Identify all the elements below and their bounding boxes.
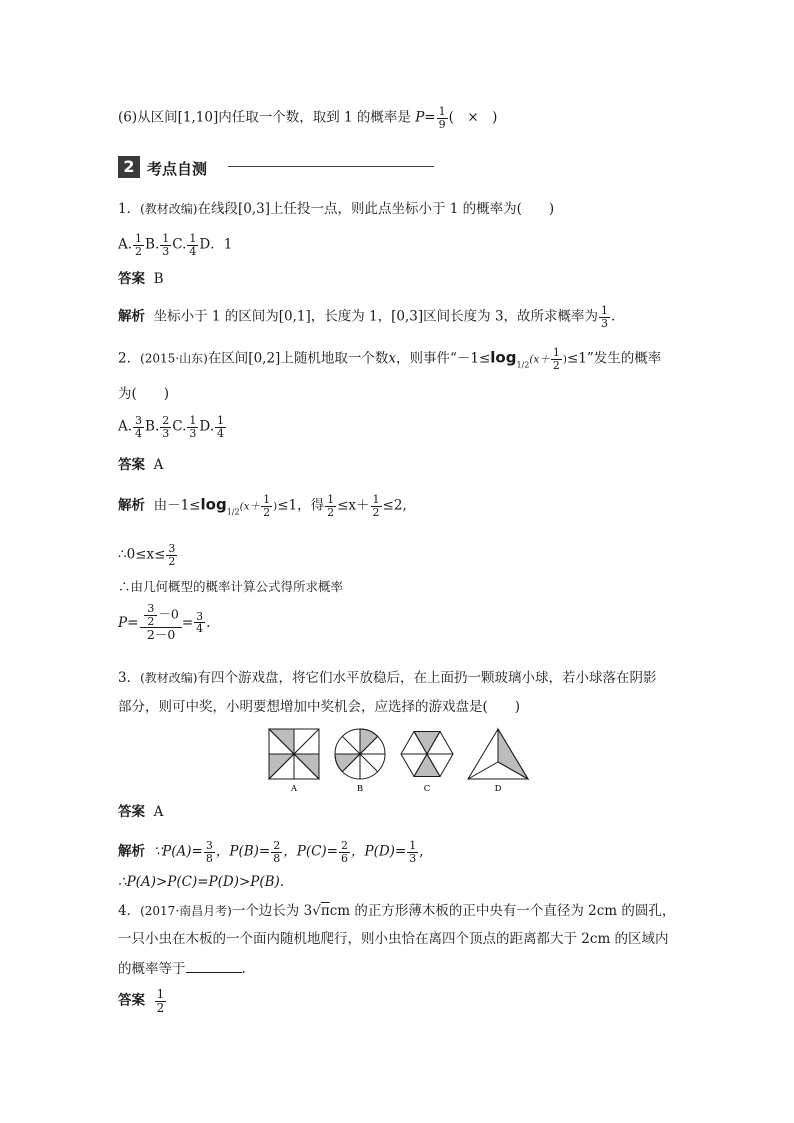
q1-stem (118, 203, 554, 217)
q4-answer-num: 1 (156, 987, 165, 1001)
q2-analysis-log-frac (261, 494, 272, 518)
q4-stem (118, 905, 675, 919)
q2-option-d-den: 4 (217, 426, 225, 440)
q2-option-a-num: 3 (135, 414, 143, 427)
q1-answer (118, 273, 164, 287)
q1-option-b-den: 3 (162, 244, 170, 258)
q4-stem-line3 (118, 960, 246, 977)
q2-therefore-text: ∴0≤x≤ (118, 546, 166, 563)
q1-option-c-num: 1 (189, 232, 197, 245)
q2-formula-top-num: 3 (144, 603, 157, 616)
q3-pc-num: 2 (341, 839, 348, 852)
q1-analysis-num: 1 (601, 304, 609, 317)
q2-option-b-letter: B. (145, 418, 160, 435)
q1-option-b-num: 1 (162, 232, 170, 245)
q2-therefore (118, 543, 178, 567)
q4-answer-blank (186, 960, 242, 973)
q1-analysis-text: 坐标小于 1 的区间为[0,1]，长度为 1，[0,3]区间长度为 3，故所求概率为 (153, 308, 599, 325)
q2-answer-value: A (153, 457, 164, 473)
q1-stem-text: 在线段[0,3]上任投一点，则此点坐标小于 1 的概率为( ) (197, 201, 555, 217)
q2-log-arg-den: 2 (552, 358, 560, 372)
q3-number: 3． (118, 670, 141, 686)
q3-pa-num: 3 (205, 839, 213, 852)
q3-answer-label: 答案 (118, 804, 145, 820)
q4-answer-den: 2 (156, 1000, 165, 1015)
q4-answer (118, 988, 167, 1014)
section-title: 考点自测 (147, 160, 208, 178)
q2-therefore-den: 2 (168, 554, 176, 568)
q1-options (118, 233, 232, 257)
q3-analysis (118, 840, 424, 864)
q4-source: (2017·南昌月考) (140, 904, 232, 918)
q3-stem-line1: 有四个游戏盘，将它们水平放稳后，在上面扔一颗玻璃小球，若小球落在阴影 (197, 670, 657, 686)
q3-pb-num: 2 (273, 839, 281, 852)
q2-answer (118, 459, 163, 473)
q4-number: 4． (118, 903, 141, 919)
figure-a-square (269, 729, 319, 779)
q3-pd-label: ，P(D)= (351, 843, 407, 860)
q2-analysis-arg-den: 2 (263, 505, 271, 519)
q2-analysis-d: ≤2, (382, 497, 407, 514)
q2-analysis-label: 解析 (118, 497, 145, 514)
q2-var-x: x (388, 350, 396, 367)
figure-label-c: C (423, 784, 431, 794)
q2-stem-c: ≤1”发生的概率 (566, 350, 662, 367)
q2-option-d-letter: D. (199, 418, 215, 435)
q3-pb-fraction (271, 840, 282, 864)
q2-analysis-half-2 (371, 494, 382, 518)
q2-stem-a: 在区间[0,2]上随机地取一个数 (207, 350, 389, 367)
intro-item (118, 106, 497, 130)
figure-d-triangle (468, 729, 528, 779)
figure-label-d: D (494, 784, 502, 794)
q2-half-2-den: 2 (372, 505, 380, 519)
intro-item-text: (6)从区间[1,10]内任取一个数，取到 1 的概率是 (118, 109, 416, 126)
q4-sqrt-sign: √ (312, 903, 321, 919)
q4-stem-line3-end: . (241, 961, 246, 977)
q2-option-b (160, 415, 171, 439)
q3-pa-fraction (204, 840, 215, 864)
q1-option-c-den: 4 (189, 244, 197, 258)
figure-b-circle (335, 729, 385, 779)
q2-formula-p: P= (118, 614, 139, 631)
q2-log: log (490, 348, 517, 367)
q3-tag: (教材改编) (140, 671, 198, 685)
q2-analysis-arg-b: ) (273, 500, 278, 513)
q3-analysis-label: 解析 (118, 843, 145, 860)
q1-analysis-end: . (611, 308, 616, 325)
q2-formula-top-frac (144, 603, 157, 627)
q2-log-arg-b: ) (562, 353, 567, 366)
q1-option-b-letter: B. (145, 236, 160, 253)
q1-option-a-num: 1 (135, 232, 143, 245)
q2-log-frac (551, 347, 562, 371)
q2-log-arg-a: (x＋ (529, 353, 550, 366)
q4-answer-fraction (155, 988, 167, 1014)
q2-stem-b: ，则事件“－1≤ (395, 350, 491, 367)
q2-geo-line: ∴由几何概型的概率计算公式得所求概率 (118, 579, 344, 594)
q3-pc-label: ，P(C)= (283, 843, 338, 860)
q2-therefore-num: 3 (168, 542, 176, 555)
q1-analysis-fraction (599, 305, 610, 329)
q2-half-1-num: 1 (327, 493, 335, 506)
q3-stem-line2: 部分，则可中奖，小明要想增加中奖机会，应选择的游戏盘是( ) (118, 699, 521, 715)
q2-formula-result (194, 611, 205, 635)
q1-option-b (160, 233, 171, 257)
q3-pc-den: 6 (341, 851, 348, 865)
intro-frac-den: 9 (438, 117, 446, 131)
q2-analysis (118, 494, 407, 518)
q1-option-d: 1 (223, 236, 233, 253)
q2-formula-top-rest: －0 (158, 606, 179, 622)
q2-formula-res-num: 3 (196, 609, 204, 623)
q2-analysis-c: ≤x＋ (337, 497, 370, 514)
q1-option-a-den: 2 (135, 244, 143, 258)
q4-sqrt-arg: π (320, 903, 330, 919)
q2-log-base: 1/2 (516, 360, 530, 370)
q2-formula-top-den: 2 (147, 614, 155, 628)
q2-half-2-num: 1 (372, 493, 380, 506)
q3-pd-fraction (407, 840, 418, 864)
q2-log-arg-num: 1 (552, 346, 560, 359)
q1-number: 1． (118, 201, 141, 217)
q2-source: (2015·山东) (140, 351, 208, 366)
q4-answer-label: 答案 (118, 992, 145, 1009)
q3-conclusion: ∴P(A)>P(C)=P(D)>P(B). (118, 874, 285, 890)
q2-formula (118, 603, 210, 642)
q1-tag: (教材改编) (140, 202, 198, 216)
q2-therefore-fraction (166, 543, 177, 567)
q2-formula-eq: = (181, 614, 194, 631)
q2-option-a (133, 415, 144, 439)
q1-analysis (118, 305, 615, 329)
q2-half-1-den: 2 (327, 505, 335, 519)
q3-answer-value: A (153, 804, 164, 820)
q4-stem-b: cm 的正方形薄木板的正中央有一个直径为 2cm 的圆孔， (329, 903, 676, 919)
q2-stem (118, 347, 661, 371)
q2-option-c (187, 415, 198, 439)
q2-option-d-num: 1 (217, 414, 225, 427)
q1-option-a-letter: A. (118, 236, 133, 253)
q2-analysis-log: log (200, 495, 227, 514)
q2-option-c-den: 3 (189, 426, 197, 440)
q2-answer-label: 答案 (118, 457, 145, 473)
intro-frac-num: 1 (438, 105, 446, 118)
q3-pb-label: ，P(B)= (215, 843, 271, 860)
q3-pa-den: 8 (205, 851, 213, 865)
q3-pb-den: 8 (273, 851, 281, 865)
figure-label-b: B (356, 784, 364, 794)
q1-option-c (187, 233, 198, 257)
q1-answer-label: 答案 (118, 271, 145, 287)
q2-formula-res-den: 4 (196, 622, 204, 636)
q1-analysis-label: 解析 (118, 308, 145, 325)
q4-stem-line2: 一只小虫在木板的一个面内随机地爬行，则小虫恰在离四个顶点的距离都大于 2cm 的区域内 (118, 931, 669, 947)
q2-analysis-arg-a: (x＋ (239, 500, 261, 513)
intro-p-label: P (415, 109, 425, 126)
figure-c-hexagon (401, 732, 453, 777)
q1-option-c-letter: C. (172, 236, 187, 253)
q1-analysis-den: 3 (601, 316, 609, 330)
q2-analysis-b: ≤1，得 (277, 497, 325, 514)
q3-pd-den: 3 (409, 851, 417, 865)
q2-option-c-letter: C. (172, 418, 187, 435)
q2-analysis-a: 由－1≤ (153, 497, 201, 514)
q4-stem-line3-text: 的概率等于 (118, 961, 186, 977)
q2-option-a-den: 4 (135, 426, 143, 440)
q2-option-d (215, 415, 226, 439)
q2-formula-main-fraction (140, 603, 181, 642)
q2-formula-bottom: 2－0 (146, 627, 176, 643)
q3-analysis-end: , (419, 843, 424, 860)
q2-option-a-letter: A. (118, 418, 133, 435)
section-divider (228, 166, 434, 167)
q3-answer (118, 806, 163, 820)
q3-figures (262, 724, 537, 796)
q2-formula-top (140, 603, 181, 628)
q2-option-b-num: 2 (162, 414, 170, 427)
q3-pd-num: 1 (409, 839, 417, 852)
figure-label-a: A (290, 784, 298, 794)
section-number-badge: 2 (118, 156, 140, 178)
q2-option-b-den: 3 (162, 426, 170, 440)
q2-analysis-log-base: 1/2 (226, 507, 240, 517)
q2-stem-line2: 为( ) (118, 386, 170, 402)
q4-stem-a: 一个边长为 3 (231, 903, 313, 919)
q2-formula-end: . (206, 614, 211, 631)
q1-option-d-letter: D． (199, 236, 224, 253)
q1-option-a (133, 233, 144, 257)
q3-pa-label: ∵P(A)= (153, 843, 203, 860)
intro-fraction (437, 106, 448, 130)
q2-options (118, 415, 227, 439)
q2-analysis-arg-num: 1 (263, 493, 271, 506)
q3-pc-fraction (339, 840, 350, 864)
intro-judgment: ( × ) (448, 109, 498, 126)
q2-option-c-num: 1 (189, 414, 197, 427)
q2-number: 2． (118, 350, 141, 367)
q1-answer-value: B (153, 271, 164, 287)
intro-eq: = (424, 109, 436, 126)
q2-analysis-half-1 (325, 494, 336, 518)
q3-stem (118, 672, 656, 686)
